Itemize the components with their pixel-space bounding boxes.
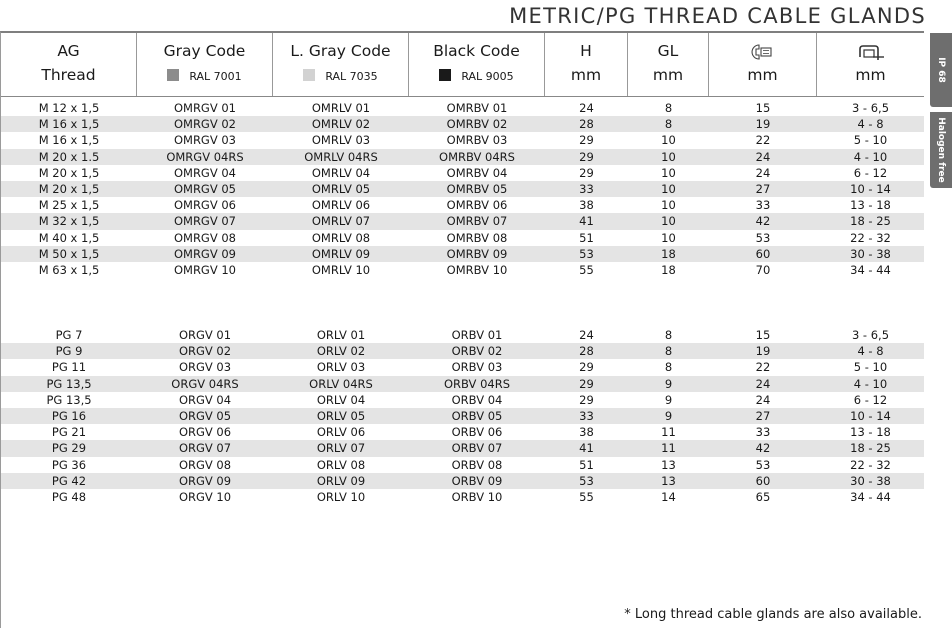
cell-wrench-size: 24 bbox=[755, 376, 771, 391]
cell-clamping-range: 22 - 32 bbox=[850, 230, 891, 245]
cell-clamping-range: 18 - 25 bbox=[850, 214, 891, 229]
cell-gray-code: ORGV 01 bbox=[178, 328, 232, 342]
cell-lgray-code: OMRLV 07 bbox=[311, 214, 371, 229]
table-row bbox=[1, 473, 924, 489]
cell-lgray-code: OMRLV 04RS bbox=[304, 149, 378, 164]
cell-thread: M 50 x 1,5 bbox=[38, 246, 100, 261]
cell-thread: PG 42 bbox=[51, 473, 87, 488]
header-black-ral: RAL 9005 bbox=[461, 70, 514, 83]
cell-wrench-size: 60 bbox=[755, 246, 771, 261]
cell-black-code: OMRBV 09 bbox=[446, 246, 508, 261]
table-row bbox=[1, 230, 924, 246]
cell-wrench-size: 70 bbox=[755, 263, 771, 277]
cell-gray-code: OMRGV 05 bbox=[173, 182, 237, 196]
cell-gray-code: OMRGV 04RS bbox=[166, 149, 244, 164]
header-h-unit: mm bbox=[570, 66, 602, 84]
cell-gl: 18 bbox=[661, 263, 676, 277]
cell-lgray-code: OMRLV 08 bbox=[311, 230, 371, 245]
cell-gl: 10 bbox=[661, 214, 676, 229]
cell-gray-code: OMRGV 10 bbox=[173, 263, 237, 277]
page-title: METRIC/PG THREAD CABLE GLANDS bbox=[509, 4, 926, 28]
cell-gl: 8 bbox=[664, 328, 673, 342]
cell-lgray-code: ORLV 06 bbox=[316, 425, 366, 440]
cell-lgray-code: OMRLV 05 bbox=[311, 182, 371, 196]
cell-wrench-size: 15 bbox=[755, 101, 771, 115]
cell-lgray-code: OMRLV 04 bbox=[311, 165, 371, 180]
header-lgray-ral: RAL 7035 bbox=[325, 70, 378, 83]
cell-wrench-size: 19 bbox=[755, 117, 771, 132]
cell-h: 33 bbox=[579, 182, 594, 196]
table-header bbox=[1, 33, 924, 97]
cell-wrench-size: 19 bbox=[755, 344, 771, 359]
cell-black-code: OMRBV 03 bbox=[446, 133, 508, 148]
cell-wrench-size: 27 bbox=[755, 409, 771, 423]
cell-thread: M 20 x 1,5 bbox=[38, 165, 100, 180]
cell-gray-code: OMRGV 09 bbox=[173, 246, 237, 261]
gray-swatch bbox=[167, 69, 179, 81]
cell-h: 55 bbox=[579, 263, 594, 277]
cell-clamping-range: 6 - 12 bbox=[853, 165, 888, 180]
table-row bbox=[1, 457, 924, 473]
cell-gray-code: OMRGV 08 bbox=[173, 230, 237, 245]
cell-lgray-code: OMRLV 03 bbox=[311, 133, 371, 148]
cell-thread: M 12 x 1,5 bbox=[38, 101, 100, 115]
cell-lgray-code: ORLV 04 bbox=[316, 392, 366, 407]
cell-lgray-code: OMRLV 01 bbox=[311, 101, 371, 115]
cell-black-code: OMRBV 07 bbox=[446, 214, 508, 229]
cell-gl: 10 bbox=[661, 149, 676, 164]
cell-thread: PG 29 bbox=[51, 441, 87, 456]
cell-h: 51 bbox=[579, 230, 594, 245]
cell-lgray-code: ORLV 04RS bbox=[309, 376, 373, 391]
cell-wrench-size: 22 bbox=[755, 133, 771, 148]
cell-gray-code: OMRGV 02 bbox=[173, 117, 237, 132]
cell-thread: PG 9 bbox=[55, 344, 83, 359]
cell-clamping-range: 4 - 8 bbox=[857, 117, 884, 132]
cell-thread: PG 13,5 bbox=[46, 376, 92, 391]
cell-lgray-code: OMRLV 10 bbox=[311, 263, 371, 277]
cell-gl: 10 bbox=[661, 133, 676, 148]
table-row bbox=[1, 359, 924, 375]
header-h bbox=[545, 33, 628, 96]
cell-h: 38 bbox=[579, 425, 594, 440]
header-wrench bbox=[709, 33, 817, 96]
ip68-tab bbox=[930, 33, 952, 107]
cell-black-code: ORBV 04 bbox=[451, 392, 503, 407]
cell-gray-code: OMRGV 07 bbox=[173, 214, 237, 229]
cell-h: 24 bbox=[579, 101, 594, 115]
cell-clamping-range: 34 - 44 bbox=[850, 263, 891, 277]
table-row bbox=[1, 392, 924, 408]
cell-black-code: OMRBV 01 bbox=[446, 101, 508, 115]
cell-wrench-size: 33 bbox=[755, 198, 771, 213]
table-row bbox=[1, 489, 924, 505]
cell-black-code: ORBV 10 bbox=[451, 490, 503, 504]
cell-thread: PG 48 bbox=[51, 490, 87, 504]
cell-gray-code: OMRGV 03 bbox=[173, 133, 237, 148]
header-black-code bbox=[409, 33, 545, 96]
cell-gray-code: ORGV 08 bbox=[178, 457, 232, 472]
table-row bbox=[1, 213, 924, 229]
cell-wrench-size: 42 bbox=[755, 441, 771, 456]
cell-clamping-range: 5 - 10 bbox=[853, 133, 888, 148]
cell-gray-code: OMRGV 01 bbox=[173, 101, 237, 115]
black-swatch bbox=[439, 69, 451, 81]
cell-black-code: ORBV 09 bbox=[451, 473, 503, 488]
header-black-label: Black Code bbox=[433, 42, 520, 60]
clamping-range-icon bbox=[817, 43, 924, 67]
cell-thread: PG 16 bbox=[51, 409, 87, 423]
cell-clamping-range: 10 - 14 bbox=[850, 409, 891, 423]
cell-h: 55 bbox=[579, 490, 594, 504]
table-row bbox=[1, 149, 924, 165]
cell-clamping-range: 3 - 6,5 bbox=[851, 101, 890, 115]
cell-h: 53 bbox=[579, 246, 594, 261]
cell-h: 28 bbox=[579, 344, 594, 359]
table-row bbox=[1, 327, 924, 343]
header-lgray-label: L. Gray Code bbox=[290, 42, 391, 60]
cell-wrench-size: 15 bbox=[755, 328, 771, 342]
cell-black-code: ORBV 03 bbox=[451, 360, 503, 375]
cell-gl: 9 bbox=[664, 409, 673, 423]
cell-wrench-size: 24 bbox=[755, 165, 771, 180]
cell-gl: 11 bbox=[661, 425, 676, 440]
cell-h: 38 bbox=[579, 198, 594, 213]
wrench-icon bbox=[709, 43, 816, 65]
cell-gray-code: OMRGV 06 bbox=[173, 198, 237, 213]
cell-wrench-size: 65 bbox=[755, 490, 771, 504]
cell-lgray-code: OMRLV 09 bbox=[311, 246, 371, 261]
table-row bbox=[1, 100, 924, 116]
cell-gray-code: ORGV 10 bbox=[178, 490, 232, 504]
halogen-free-label: Halogen free bbox=[936, 117, 946, 183]
cell-thread: M 63 x 1,5 bbox=[38, 263, 100, 277]
lgray-swatch bbox=[303, 69, 315, 81]
cell-black-code: ORBV 08 bbox=[451, 457, 503, 472]
table-row bbox=[1, 181, 924, 197]
cell-thread: M 40 x 1,5 bbox=[38, 230, 100, 245]
table-row bbox=[1, 424, 924, 440]
cell-h: 33 bbox=[579, 409, 594, 423]
cell-clamping-range: 10 - 14 bbox=[850, 182, 891, 196]
cell-thread: M 16 x 1,5 bbox=[38, 133, 100, 148]
cell-black-code: OMRBV 06 bbox=[446, 198, 508, 213]
cell-clamping-range: 4 - 10 bbox=[853, 376, 888, 391]
table-row bbox=[1, 440, 924, 456]
cell-gl: 13 bbox=[661, 473, 676, 488]
cell-gray-code: ORGV 09 bbox=[178, 473, 232, 488]
cell-clamping-range: 6 - 12 bbox=[853, 392, 888, 407]
header-thread-line2: Thread bbox=[41, 66, 96, 84]
cell-black-code: ORBV 02 bbox=[451, 344, 503, 359]
cell-gl: 8 bbox=[664, 101, 673, 115]
cell-h: 29 bbox=[579, 165, 594, 180]
cell-gl: 8 bbox=[664, 344, 673, 359]
cell-clamping-range: 30 - 38 bbox=[850, 246, 891, 261]
cell-h: 29 bbox=[579, 392, 594, 407]
cell-black-code: OMRBV 02 bbox=[446, 117, 508, 132]
cell-thread: PG 11 bbox=[51, 360, 87, 375]
cell-lgray-code: ORLV 08 bbox=[316, 457, 366, 472]
cell-black-code: ORBV 04RS bbox=[443, 376, 511, 391]
cell-gl: 18 bbox=[661, 246, 676, 261]
cell-wrench-size: 22 bbox=[755, 360, 771, 375]
cell-clamping-range: 4 - 8 bbox=[857, 344, 884, 359]
cell-clamping-range: 13 - 18 bbox=[850, 198, 891, 213]
cell-h: 41 bbox=[579, 441, 594, 456]
cell-thread: M 20 x 1.5 bbox=[38, 149, 100, 164]
cell-black-code: ORBV 07 bbox=[451, 441, 503, 456]
cell-h: 28 bbox=[579, 117, 594, 132]
table-row bbox=[1, 165, 924, 181]
cell-gray-code: ORGV 05 bbox=[178, 409, 232, 423]
cell-clamping-range: 13 - 18 bbox=[850, 425, 891, 440]
cell-gl: 10 bbox=[661, 165, 676, 180]
header-gray-code bbox=[137, 33, 273, 96]
cell-thread: PG 7 bbox=[55, 328, 83, 342]
cell-lgray-code: ORLV 09 bbox=[316, 473, 366, 488]
cell-lgray-code: ORLV 07 bbox=[316, 441, 366, 456]
cell-wrench-size: 60 bbox=[755, 473, 771, 488]
header-clamp-unit: mm bbox=[855, 66, 886, 84]
cell-black-code: OMRBV 04 bbox=[446, 165, 508, 180]
table-row bbox=[1, 343, 924, 359]
cell-black-code: ORBV 05 bbox=[451, 409, 503, 423]
cell-h: 24 bbox=[579, 328, 594, 342]
cell-gray-code: ORGV 07 bbox=[178, 441, 232, 456]
cell-thread: M 16 x 1,5 bbox=[38, 117, 100, 132]
ip68-label: IP 68 bbox=[936, 57, 946, 83]
cell-lgray-code: OMRLV 06 bbox=[311, 198, 371, 213]
table-row bbox=[1, 246, 924, 262]
cell-black-code: OMRBV 08 bbox=[446, 230, 508, 245]
table-row bbox=[1, 262, 924, 278]
cell-lgray-code: ORLV 05 bbox=[316, 409, 366, 423]
cell-h: 29 bbox=[579, 149, 594, 164]
cell-wrench-size: 33 bbox=[755, 425, 771, 440]
cell-h: 51 bbox=[579, 457, 594, 472]
cell-lgray-code: ORLV 02 bbox=[316, 344, 366, 359]
cell-wrench-size: 24 bbox=[755, 392, 771, 407]
header-lgray-code bbox=[273, 33, 409, 96]
header-gray-ral: RAL 7001 bbox=[189, 70, 242, 83]
cell-clamping-range: 34 - 44 bbox=[850, 490, 891, 504]
cell-thread: M 20 x 1,5 bbox=[38, 182, 100, 196]
cell-h: 29 bbox=[579, 376, 594, 391]
cell-wrench-size: 27 bbox=[755, 182, 771, 196]
cell-gl: 13 bbox=[661, 457, 676, 472]
header-thread bbox=[1, 33, 137, 96]
cell-h: 53 bbox=[579, 473, 594, 488]
table-row bbox=[1, 408, 924, 424]
cell-gl: 8 bbox=[664, 117, 673, 132]
cell-clamping-range: 30 - 38 bbox=[850, 473, 891, 488]
cell-gl: 10 bbox=[661, 230, 676, 245]
cell-lgray-code: ORLV 01 bbox=[316, 328, 366, 342]
cell-gray-code: ORGV 04 bbox=[178, 392, 232, 407]
cell-gl: 10 bbox=[661, 182, 676, 196]
header-h-label: H bbox=[580, 42, 592, 60]
table-row bbox=[1, 376, 924, 392]
cell-gl: 10 bbox=[661, 198, 676, 213]
cell-black-code: ORBV 01 bbox=[451, 328, 503, 342]
header-gl bbox=[628, 33, 709, 96]
header-gray-label: Gray Code bbox=[163, 42, 246, 60]
header-clamp bbox=[817, 33, 924, 96]
cell-gl: 9 bbox=[664, 376, 673, 391]
cell-thread: M 32 x 1,5 bbox=[38, 214, 100, 229]
cell-lgray-code: ORLV 10 bbox=[316, 490, 366, 504]
header-wrench-unit: mm bbox=[747, 66, 778, 84]
header-gl-unit: mm bbox=[652, 66, 684, 84]
cell-black-code: OMRBV 04RS bbox=[439, 149, 515, 164]
cell-gray-code: OMRGV 04 bbox=[173, 165, 237, 180]
cell-gl: 11 bbox=[661, 441, 676, 456]
cell-h: 29 bbox=[579, 360, 594, 375]
cell-black-code: ORBV 06 bbox=[451, 425, 503, 440]
cell-thread: PG 36 bbox=[51, 457, 87, 472]
cell-lgray-code: ORLV 03 bbox=[316, 360, 366, 375]
cell-gl: 14 bbox=[661, 490, 676, 504]
cell-gray-code: ORGV 02 bbox=[178, 344, 232, 359]
cell-thread: PG 21 bbox=[51, 425, 87, 440]
cell-gray-code: ORGV 06 bbox=[178, 425, 232, 440]
header-thread-line1: AG bbox=[57, 42, 80, 60]
cell-wrench-size: 53 bbox=[755, 457, 771, 472]
cell-black-code: OMRBV 10 bbox=[446, 263, 508, 277]
cell-gray-code: ORGV 03 bbox=[178, 360, 232, 375]
cell-thread: PG 13,5 bbox=[46, 392, 92, 407]
cell-gray-code: ORGV 04RS bbox=[171, 376, 239, 391]
cell-thread: M 25 x 1,5 bbox=[38, 198, 100, 213]
footnote: * Long thread cable glands are also available. bbox=[624, 607, 922, 622]
cell-black-code: OMRBV 05 bbox=[446, 182, 508, 196]
halogen-free-tab bbox=[930, 112, 952, 188]
cell-clamping-range: 4 - 10 bbox=[853, 149, 888, 164]
header-gl-label: GL bbox=[657, 42, 679, 60]
cell-wrench-size: 53 bbox=[755, 230, 771, 245]
cell-h: 41 bbox=[579, 214, 594, 229]
cell-gl: 8 bbox=[664, 360, 673, 375]
cell-clamping-range: 22 - 32 bbox=[850, 457, 891, 472]
cell-clamping-range: 5 - 10 bbox=[853, 360, 888, 375]
table-row bbox=[1, 197, 924, 213]
cell-h: 29 bbox=[579, 133, 594, 148]
table-row bbox=[1, 116, 924, 132]
table-row bbox=[1, 132, 924, 148]
cell-wrench-size: 24 bbox=[755, 149, 771, 164]
cell-clamping-range: 18 - 25 bbox=[850, 441, 891, 456]
cell-gl: 9 bbox=[664, 392, 673, 407]
cell-wrench-size: 42 bbox=[755, 214, 771, 229]
cell-lgray-code: OMRLV 02 bbox=[311, 117, 371, 132]
cell-clamping-range: 3 - 6,5 bbox=[851, 328, 890, 342]
